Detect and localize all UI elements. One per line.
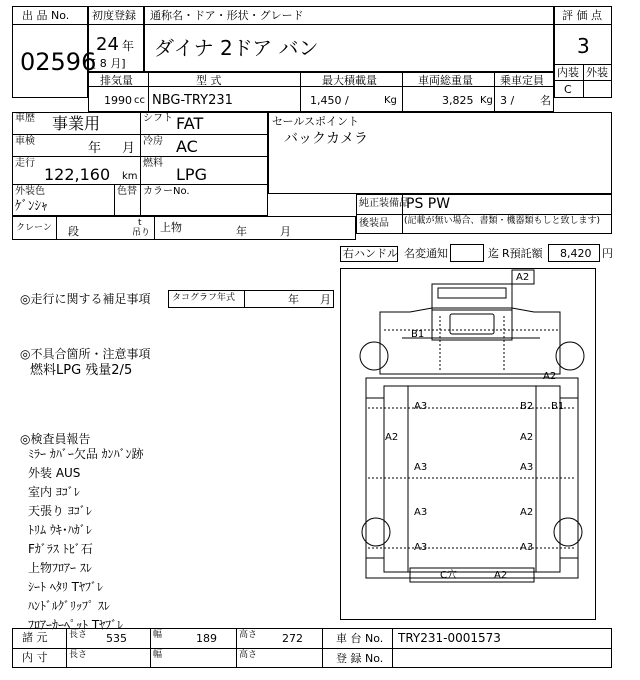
height-label: 高さ bbox=[239, 630, 258, 640]
mark-a2-mid: A2 bbox=[520, 432, 534, 443]
displacement-label: 排気量 bbox=[100, 74, 133, 87]
car-name-label: 通称名・ドア・形状・グレード bbox=[150, 9, 304, 22]
exterior-color-value: ｹﾞﾝｼｬ bbox=[15, 199, 48, 214]
registration-label: 登 録 No. bbox=[336, 652, 384, 665]
crane-hang-unit: 吊り bbox=[132, 228, 151, 238]
mileage-label: 走行 bbox=[15, 158, 35, 169]
first-reg-label: 初度登録 bbox=[92, 9, 136, 22]
score-label: 評 価 点 bbox=[562, 9, 602, 22]
mark-b1-right: B1 bbox=[551, 401, 565, 412]
inspection-label: 車検 bbox=[15, 136, 35, 147]
report-line: ｼｰﾄ ﾍﾀﾘ Tﾔﾌﾞﾚ bbox=[28, 580, 103, 594]
width-label: 幅 bbox=[153, 630, 163, 640]
gross-weight-unit: Kg bbox=[480, 95, 493, 106]
max-load-label: 最大積載量 bbox=[322, 74, 377, 87]
model-label: 型 式 bbox=[196, 74, 222, 87]
report-line: ﾌﾛｱｰｶｰﾍﾟｯﾄ Tﾔﾌﾞﾚ bbox=[28, 618, 124, 632]
deadline-label: 迄 bbox=[488, 247, 499, 260]
interior-dims-label: 内 寸 bbox=[22, 651, 48, 664]
report-line: 室内 ﾖｺﾞﾚ bbox=[28, 485, 80, 499]
report-line: ﾐﾗｰ ｶﾊﾞｰ欠品 ｶﾝﾊﾞﾝ跡 bbox=[28, 447, 144, 461]
lot-label: 出 品 No. bbox=[22, 9, 70, 22]
gross-weight-value: 3,825 bbox=[442, 94, 474, 107]
mark-a3-left: A3 bbox=[414, 401, 428, 412]
report-title: ◎検査員報告 bbox=[20, 432, 91, 446]
report-line: ﾊﾝﾄﾞﾙｸﾞﾘｯﾌﾟ ｽﾚ bbox=[28, 599, 110, 613]
color-code-label: カラーNo. bbox=[143, 186, 190, 197]
mark-b2: B2 bbox=[520, 401, 534, 412]
history-label: 車歴 bbox=[15, 113, 35, 124]
sales-point-value: バックカメラ bbox=[284, 131, 368, 147]
chassis-value: TRY231-0001573 bbox=[398, 631, 501, 645]
report-line: 外装 AUS bbox=[28, 466, 81, 480]
history-value: 事業用 bbox=[52, 114, 101, 133]
inspection-month-unit: 月 bbox=[122, 141, 136, 156]
max-load-value: 1,450 / bbox=[310, 94, 349, 107]
gross-weight-label: 車両総重量 bbox=[418, 74, 473, 87]
dims-label: 諸 元 bbox=[22, 631, 48, 644]
aftermarket-label: 後装品 bbox=[359, 218, 389, 229]
tachograph-label: タコグラフ年式 bbox=[172, 293, 236, 303]
tacho-year-unit: 年 bbox=[288, 293, 299, 306]
standard-equipment-label: 純正装備品 bbox=[359, 198, 409, 209]
mark-a3-bottom-right: A3 bbox=[520, 542, 534, 553]
drive-side: 右ハンドル bbox=[343, 247, 398, 260]
body-year-unit: 年 bbox=[236, 225, 247, 238]
sales-point-label: セールスポイント bbox=[272, 115, 360, 128]
tacho-month-unit: 月 bbox=[320, 293, 331, 306]
fuel-value: LPG bbox=[176, 165, 207, 184]
color-change-label: 色替 bbox=[117, 186, 137, 197]
report-line: 上物ﾌﾛｱｰ ｽﾚ bbox=[28, 561, 92, 575]
capacity-unit: 名 bbox=[540, 94, 551, 107]
interior-grade: C bbox=[564, 83, 572, 96]
length-label: 長さ bbox=[69, 630, 88, 640]
running-notes-title: ◎走行に関する補足事項 bbox=[20, 292, 151, 306]
shift-label: シフト bbox=[143, 113, 173, 124]
model-value: NBG-TRY231 bbox=[152, 93, 233, 108]
mark-a2-right-front: A2 bbox=[543, 371, 557, 382]
height-value: 272 bbox=[282, 632, 303, 645]
score-value: 3 bbox=[577, 34, 590, 58]
first-reg-year: 24 bbox=[96, 34, 119, 55]
standard-equipment-value: PS PW bbox=[406, 196, 451, 212]
mileage-unit: km bbox=[122, 171, 138, 182]
aftermarket-note: (記載が無い場合、書類・機器類もしと致します) bbox=[404, 216, 601, 226]
defect-text: 燃料LPG 残量2/5 bbox=[30, 363, 133, 378]
mileage-value: 122,160 bbox=[44, 165, 111, 184]
first-reg-month: [ 8 月] bbox=[92, 57, 126, 70]
report-line: 天張り ﾖｺﾞﾚ bbox=[28, 504, 92, 518]
r-inspection-label: R預託額 bbox=[502, 247, 543, 260]
mark-a2-left: A2 bbox=[385, 432, 399, 443]
shift-value: FAT bbox=[176, 114, 204, 133]
exterior-color-label: 外装色 bbox=[15, 186, 45, 197]
mark-a3-center: A3 bbox=[414, 462, 428, 473]
capacity-label: 乗車定員 bbox=[500, 74, 544, 87]
name-change-field bbox=[450, 244, 484, 262]
ac-label: 冷房 bbox=[143, 136, 163, 147]
crane-stage-unit: 段 bbox=[68, 225, 79, 238]
car-name: ダイナ 2ドア バン bbox=[154, 36, 319, 60]
length-value: 535 bbox=[106, 632, 127, 645]
r-amount: 8,420 bbox=[560, 247, 592, 260]
mark-a2-right-lower: A2 bbox=[520, 507, 534, 518]
crane-ton-label: t bbox=[138, 218, 142, 228]
mark-a3-bottom-left: A3 bbox=[414, 542, 428, 553]
body-mount-label: 上物 bbox=[160, 221, 182, 234]
truck-diagram bbox=[340, 268, 596, 620]
report-line: ﾄﾘﾑ ｳｷ･ﾊｶﾞﾚ bbox=[28, 523, 92, 537]
exterior-grade-label: 外装 bbox=[586, 66, 608, 79]
defect-title: ◎不具合箇所・注意事項 bbox=[20, 347, 151, 361]
max-load-unit: Kg bbox=[384, 95, 397, 106]
first-reg-year-unit: 年 bbox=[122, 39, 135, 53]
body-month-unit: 月 bbox=[280, 225, 291, 238]
yen-unit: 円 bbox=[602, 247, 613, 260]
mark-top: A2 bbox=[516, 272, 530, 283]
chassis-label: 車 台 No. bbox=[336, 632, 384, 645]
interior-height-label: 高さ bbox=[239, 650, 258, 660]
ac-value: AC bbox=[176, 137, 198, 156]
displacement-value: 1990 bbox=[104, 94, 132, 107]
crane-row bbox=[12, 216, 356, 240]
mark-a3-center-lower: A3 bbox=[414, 507, 428, 518]
report-line: Fｶﾞﾗｽ ﾄﾋﾞ石 bbox=[28, 542, 93, 556]
crane-label: クレーン bbox=[16, 223, 52, 233]
mark-a2-bottom: A2 bbox=[494, 570, 508, 581]
inspection-year-unit: 年 bbox=[88, 141, 102, 156]
name-change-label: 名変通知 bbox=[404, 247, 448, 260]
fuel-label: 燃料 bbox=[143, 158, 163, 169]
interior-length-label: 長さ bbox=[69, 650, 88, 660]
interior-grade-label: 内装 bbox=[557, 66, 579, 79]
width-value: 189 bbox=[196, 632, 217, 645]
capacity-value: 3 / bbox=[500, 94, 515, 107]
lot-number: 02596 bbox=[20, 48, 97, 76]
mark-c-hole: C穴 bbox=[440, 570, 457, 581]
mark-a3-lower: A3 bbox=[520, 462, 534, 473]
mark-b1-front: B1 bbox=[411, 329, 425, 340]
displacement-unit: cc bbox=[134, 95, 145, 106]
interior-width-label: 幅 bbox=[153, 650, 163, 660]
